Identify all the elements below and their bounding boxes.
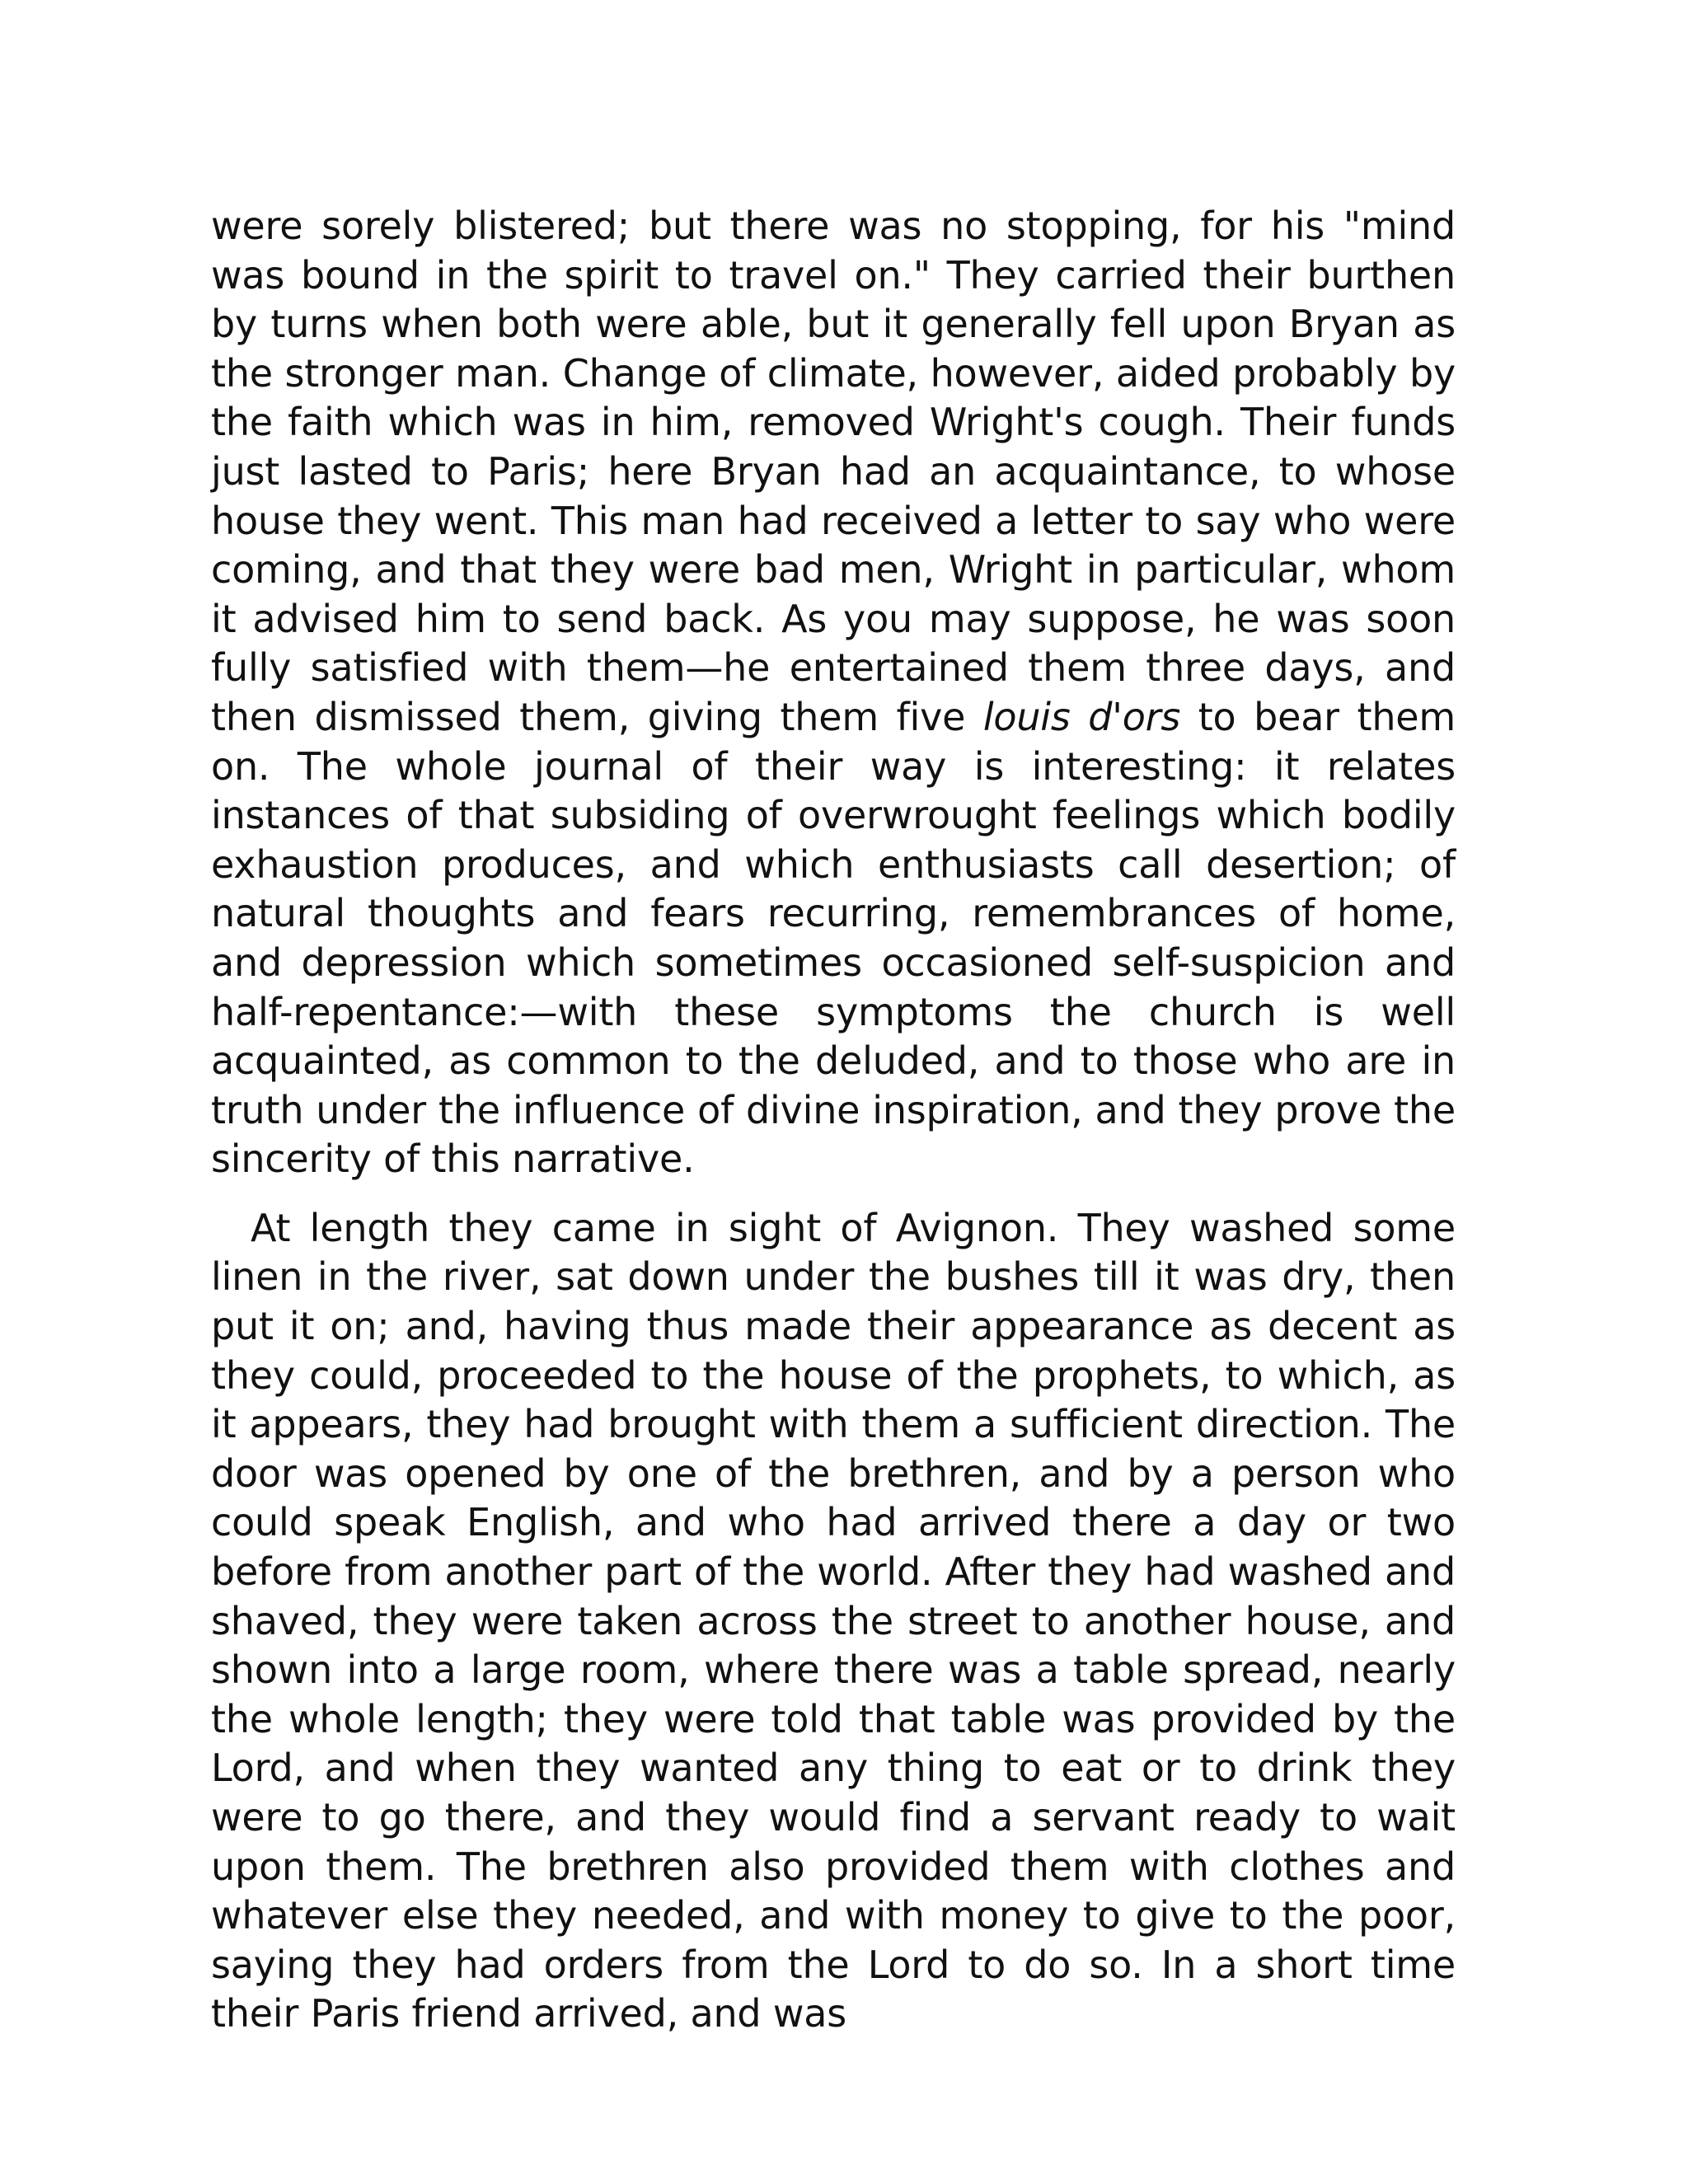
paragraph-continuation — [211, 202, 1456, 1184]
book-page — [211, 202, 1456, 2039]
italic-phrase: louis d'ors — [982, 694, 1181, 739]
paragraph-text-before-italic: were sorely blistered; but there was no stopping, for his "mind was bound in the spirit to travel on." They carried their burthen by turns when both were able, but it generally fell upon Bryan as the stronger man. Change of climate, however, aided probably by the faith which was in him, removed Wright's cough. Their funds just lasted to Paris; here Bryan had an acquaintance, to whose house they went. This man had received a letter to say who were coming, and that they were bad men, Wright in particular, whom it advised him to send back. As you may suppose, he was soon fully satisfied with them—he entertained them three days, and then dismissed them, giving them five — [211, 204, 1456, 739]
paragraph-text-after-italic: to bear them on. The whole journal of their way is interesting: it relates instances of that subsiding of overwrought feelings which bodily exhaustion produces, and which enthusiasts call desertion; of natural thoughts and fears recurring, remembrances of home, and depression which sometimes occasioned self-suspicion and half-repentance:—with these symptoms the church is well acquainted, as common to the deluded, and to those who are in truth under the influence of divine inspiration, and they prove the sincerity of this narrative. — [211, 694, 1456, 1182]
paragraph-avignon: At length they came in sight of Avignon. They washed some linen in the river, sat down under the bushes till it was dry, then put it on; and, having thus made their appearance as decent as they could, proceeded to the house of the prophets, to which, as it appears, they had brought with them a sufficient direction. The door was opened by one of the brethren, and by a person who could speak English, and who had arrived there a day or two before from another part of the world. After they had washed and shaved, they were taken across the street to another house, and shown into a large room, where there was a table spread, nearly the whole length; they were told that table was provided by the Lord, and when they wanted any thing to eat or to drink they were to go there, and they would find a servant ready to wait upon them. The brethren also provided them with clothes and whatever else they needed, and with money to give to the poor, saying they had orders from the Lord to do so. In a short time their Paris friend arrived, and was — [211, 1205, 1456, 2036]
